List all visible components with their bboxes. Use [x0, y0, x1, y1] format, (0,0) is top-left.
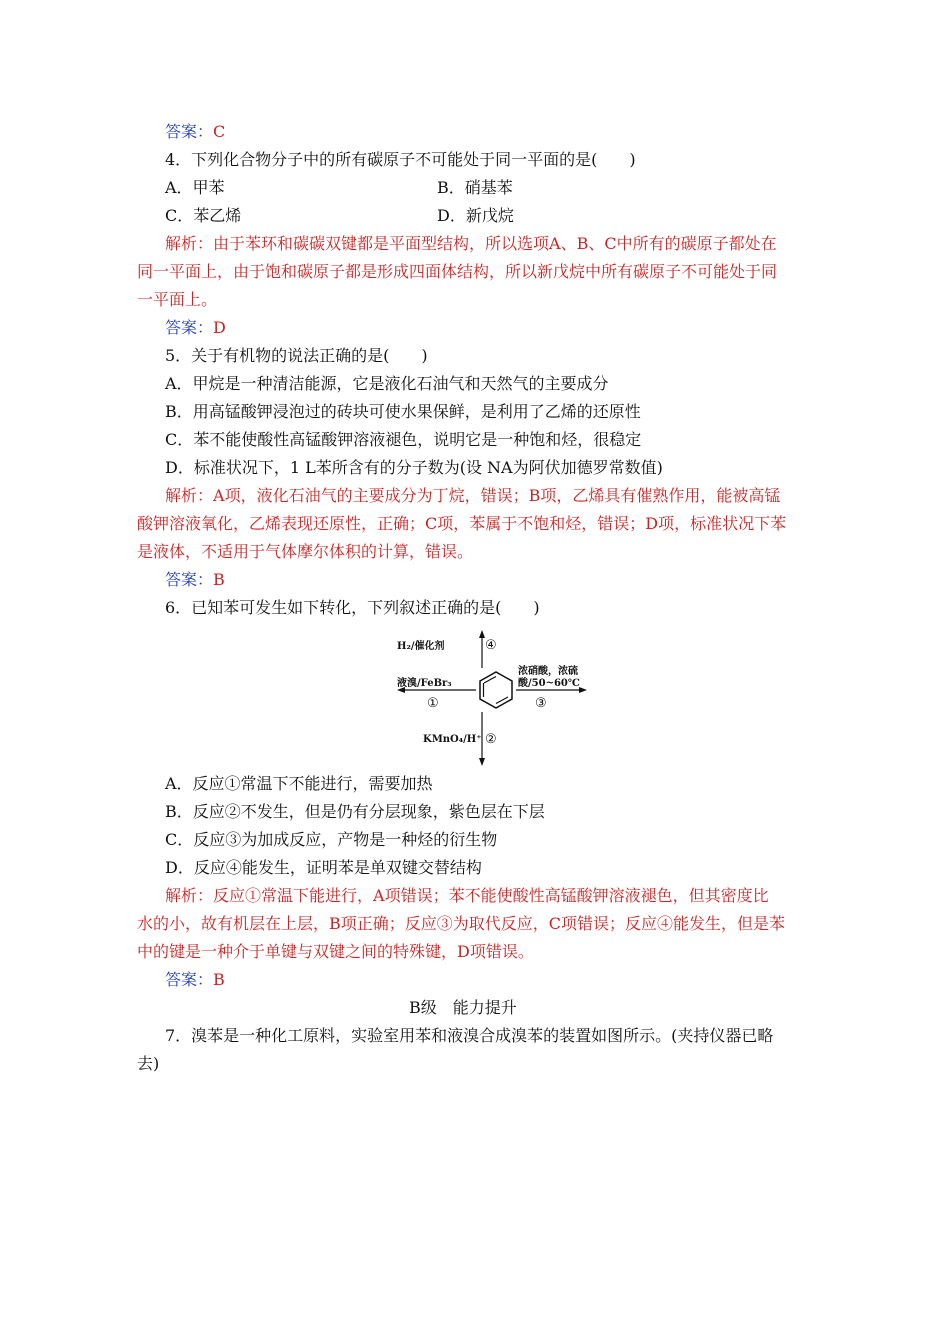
answer-value: C — [213, 122, 226, 141]
q6-option-b: B．反应②不发生，但是仍有分层现象，紫色层在下层 — [165, 802, 545, 821]
reaction-num-3: ③ — [535, 696, 547, 711]
explanation-text: 反应①常温下能进行，A项错误；苯不能使酸性高锰酸钾溶液褪色，但其密度比 — [213, 886, 769, 905]
q7-stem-line2: 去) — [137, 1054, 160, 1073]
arrow-right-head — [579, 687, 587, 693]
q6-explanation-line3: 中的键是一种介于单键与双键之间的特殊键，D项错误。 — [137, 942, 534, 961]
answer-4 — [165, 318, 226, 338]
reaction-num-2: ② — [485, 732, 497, 747]
q5-option-a: A．甲烷是一种清洁能源，它是液化石油气和天然气的主要成分 — [165, 374, 609, 393]
answer-value: D — [213, 318, 226, 337]
q4-option-a: A．甲苯 — [165, 178, 225, 197]
reaction-num-1: ① — [427, 696, 439, 711]
section-heading: B级 能力提升 — [409, 998, 517, 1017]
answer-label: 答案： — [165, 318, 214, 337]
q5-option-c: C．苯不能使酸性高锰酸钾溶液褪色，说明它是一种饱和烃，很稳定 — [165, 430, 642, 449]
benzene-reaction-diagram — [395, 628, 595, 768]
reagent-top: H₂/催化剂 — [397, 641, 445, 652]
q6-option-a: A．反应①常温下不能进行，需要加热 — [165, 774, 433, 793]
q4-stem: 4．下列化合物分子中的所有碳原子不可能处于同一平面的是( ) — [165, 150, 636, 169]
q5-stem: 5．关于有机物的说法正确的是( ) — [165, 346, 428, 365]
q5-option-b: B．用高锰酸钾浸泡过的砖块可使水果保鲜，是利用了乙烯的还原性 — [165, 402, 641, 421]
reaction-num-4: ④ — [485, 638, 497, 653]
answer-value: B — [213, 570, 225, 589]
explanation-label: 解析： — [165, 486, 214, 505]
q6-explanation-line2: 水的小，故有机层在上层，B项正确；反应③为取代反应，C项错误；反应④能发生，但是苯 — [137, 914, 786, 933]
answer-6 — [165, 970, 225, 990]
reagent-left: 液溴/FeBr₃ — [397, 678, 452, 689]
q5-explanation-line3: 是液体，不适用于气体摩尔体积的计算，错误。 — [137, 542, 474, 561]
q6-option-c: C．反应③为加成反应，产物是一种烃的衍生物 — [165, 830, 498, 849]
q4-explanation-line3: 一平面上。 — [137, 290, 218, 309]
explanation-text: A项，液化石油气的主要成分为丁烷，错误；B项，乙烯具有催熟作用，能被高锰 — [213, 486, 781, 505]
benzene-ring — [480, 672, 512, 708]
q7-stem-line1: 7．溴苯是一种化工原料，实验室用苯和液溴合成溴苯的装置如图所示。(夹持仪器已略 — [165, 1026, 774, 1045]
answer-5 — [165, 570, 225, 590]
q6-option-d: D．反应④能发生，证明苯是单双键交替结构 — [165, 858, 482, 877]
answer-label: 答案： — [165, 970, 214, 989]
answer-label: 答案： — [165, 122, 214, 141]
q4-option-c: C．苯乙烯 — [165, 206, 242, 225]
explanation-label: 解析： — [165, 234, 214, 253]
q4-explanation-line1 — [165, 234, 777, 254]
answer-3 — [165, 122, 225, 142]
arrow-up-head — [479, 630, 485, 638]
q6-explanation-line1 — [165, 886, 769, 906]
q5-explanation-line2: 酸钾溶液氧化，乙烯表现还原性，正确；C项，苯属于不饱和烃，错误；D项，标准状况下苯 — [137, 514, 787, 533]
explanation-label: 解析： — [165, 886, 214, 905]
arrow-down-head — [479, 758, 485, 766]
q4-option-b: B．硝基苯 — [437, 178, 513, 197]
reagent-right-line2: 酸/50~60℃ — [518, 678, 580, 689]
explanation-text: 由于苯环和碳碳双键都是平面型结构，所以选项A、B、C中所有的碳原子都处在 — [213, 234, 777, 253]
q6-stem: 6．已知苯可发生如下转化，下列叙述正确的是( ) — [165, 598, 540, 617]
answer-label: 答案： — [165, 570, 214, 589]
q5-option-d: D．标准状况下，1 L苯所含有的分子数为(设 NA为阿伏加德罗常数值) — [165, 458, 663, 477]
answer-value: B — [213, 970, 225, 989]
reagent-right-line1: 浓硝酸，浓硫 — [518, 666, 578, 677]
q4-explanation-line2: 同一平面上，由于饱和碳原子都是形成四面体结构，所以新戊烷中所有碳原子不可能处于同 — [137, 262, 778, 281]
q4-option-d: D．新戊烷 — [437, 206, 514, 225]
reagent-bottom: KMnO₄/H⁺ — [423, 734, 482, 745]
q5-explanation-line1 — [165, 486, 780, 506]
